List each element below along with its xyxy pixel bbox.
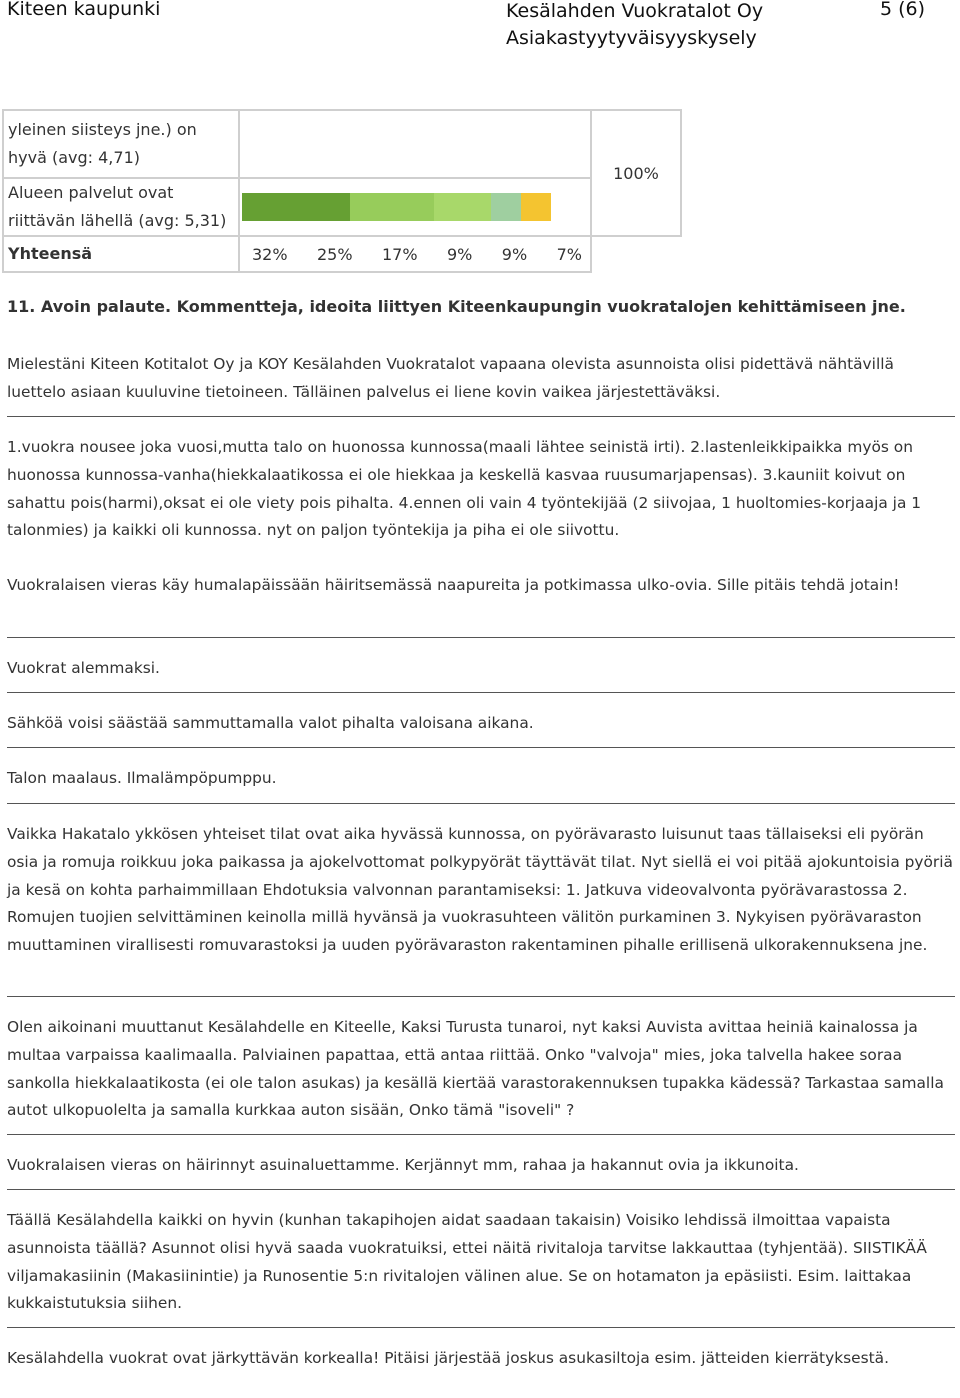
answer-text: Vuokralaisen vieras on häirinnyt asuinaluettamme. Kerjännyt mm, rahaa ja hakannut ovia ja ikkunoita. [7, 1156, 799, 1174]
row-label [3, 178, 239, 236]
summary-table [2, 109, 682, 273]
answer-text: Vaikka Hakatalo ykkösen yhteiset tilat ovat aika hyvässä kunnossa, on pyörävarasto luisunut taas tällaiseksi eli pyörän osia ja romuja roikkuu joka paikassa ja ajokelvottomat polkypyörät täyttävät tilat. Nyt siellä ei voi pitää ajokuntoisia pyöriä ja kesä on kohta parhaimmillaan Ehdotuksia valvonnan parantamiseksi: 1. Jatkuva videovalvonta pyörävarastossa 2. Romujen tuojien selvittäminen keinolla millä hyvänsä ja vuokrasuhteen välitön purkaminen 3. Nykyisen pyörävaraston muuttaminen virallisesti romuvarastoksi ja uuden pyörävaraston rakentaminen pihalle erillisenä ulkorakennuksena jne. [7, 825, 953, 955]
bar-segment [491, 193, 521, 221]
answer-text: 1.vuokra nousee joka vuosi,mutta talo on huonossa kunnossa(maali lähtee seinistä irti). 2.lastenleikkipaikka myös on huonossa kunnossa-vanha(hiekkalaatikossa ei ole hiekkaa ja keskellä kasvaa ruusumarjapensas). 3.kauniit koivut on sahattu pois(harmi),oksat ei ole viety pois pihalta. 4.ennen oli vain 4 työntekijää (2 siivojaa, 1 huoltomies-korjaaja ja 1 talonmies) ja kaikki oli kunnossa. nyt on paljon työntekija ja piha ei ole siivottu. [7, 438, 922, 540]
row-label-line: riittävän lähellä (avg: 5,31) [8, 211, 227, 230]
row-label-line: Alueen palvelut ovat [8, 183, 174, 202]
answer-divider [7, 416, 955, 417]
bar-segment [350, 193, 434, 221]
total-percent: 17% [381, 244, 418, 264]
row-bar-empty [239, 110, 591, 178]
page-number: 5 (6) [880, 0, 926, 20]
company-name: Kesälahden Vuokratalot Oy [506, 0, 764, 22]
row-total: 100% [591, 110, 681, 236]
totals-row [240, 245, 590, 264]
answer-divider [7, 637, 955, 638]
answer-divider [7, 1134, 955, 1135]
answer-divider [7, 1189, 955, 1190]
totals-cell [239, 236, 591, 272]
answer-text: Olen aikoinani muuttanut Kesälahdelle en Kiteelle, Kaksi Turusta tunaroi, nyt kaksi Auvista avittaa heiniä kainalossa ja multaa varpaissa kaalimaalla. Palviainen papattaa, että antaa riittää. Onko "valvoja" mies, joka talvella hakee soraa sankolla hiekkalaatikosta (ei ole talon asukas) ja kesällä kiertää varastorakennuksen tupakka kädessä? Tarkastaa samalla autot ulkopuolelta ja samalla kurkkaa auton sisään, Onko tämä "isoveli" ? [7, 1018, 944, 1120]
answer-text: Mielestäni Kiteen Kotitalot Oy ja KOY Kesälahden Vuokratalot vapaana olevista asunnoista olisi pidettävä nähtävillä luettelo asiaan kuuluvine tietoineen. Tälläinen palvelus ei liene kovin vaikea järjestettäväksi. [7, 355, 894, 401]
answer-text: Sähköä voisi säästää sammuttamalla valot pihalta valoisana aikana. [7, 714, 534, 732]
bar-segment [551, 193, 578, 221]
row-label-line: hyvä (avg: 4,71) [8, 148, 140, 167]
row-label [3, 110, 239, 178]
document-title [506, 0, 763, 52]
row-label-line: yleinen siisteys jne.) on [8, 120, 197, 139]
stacked-bar [242, 193, 578, 221]
survey-name: Asiakastyytyväisyyskysely [506, 27, 757, 49]
answer-divider [7, 692, 955, 693]
municipality-name: Kiteen kaupunki [7, 0, 161, 20]
answer-text: Vuokrat alemmaksi. [7, 659, 160, 677]
totals-label: Yhteensä [3, 236, 239, 272]
total-percent: 7% [556, 244, 582, 264]
row-bar-cell [239, 178, 591, 236]
total-percent: 32% [252, 244, 288, 264]
bar-segment [242, 193, 350, 221]
total-percent: 9% [446, 244, 473, 264]
total-percent: 25% [316, 244, 353, 264]
answer-divider [7, 803, 955, 804]
answer-divider [7, 1327, 955, 1328]
answer-text: Vuokralaisen vieras käy humalapäissään häiritsemässä naapureita ja potkimassa ulko-ovia. Sille pitäis tehdä jotain! [7, 576, 900, 594]
bar-segment [521, 193, 551, 221]
total-percent: 9% [501, 244, 528, 264]
question-title: 11. Avoin palaute. Kommentteja, ideoita liittyen Kiteenkaupungin vuokratalojen kehittämiseen jne. [7, 297, 906, 316]
answer-text: Täällä Kesälahdella kaikki on hyvin (kunhan takapihojen aidat saadaan takaisin) Voisiko lehdissä ilmoittaa vapaista asunnoista täällä? Asunnot olisi hyvä saada vuokratuiksi, ettei näitä rivitaloja tarvitse lakkauttaa (tyhjentää). SIISTIKÄÄ viljamakasiinin (Makasiinintie) ja Runosentie 5:n rivitalojen välinen alue. Se on hotamaton ja epäsiisti. Esim. laittakaa kukkaistutuksia siihen. [7, 1211, 927, 1313]
totals-empty [591, 236, 681, 272]
bar-segment [434, 193, 491, 221]
answer-text: Talon maalaus. Ilmalämpöpumppu. [7, 769, 277, 787]
answer-divider [7, 747, 955, 748]
answer-divider [7, 996, 955, 997]
page-header [0, 0, 960, 60]
answer-text: Kesälahdella vuokrat ovat järkyttävän korkealla! Pitäisi järjestää joskus asukasiltoja esim. jätteiden kierrätyksestä. [7, 1349, 889, 1367]
